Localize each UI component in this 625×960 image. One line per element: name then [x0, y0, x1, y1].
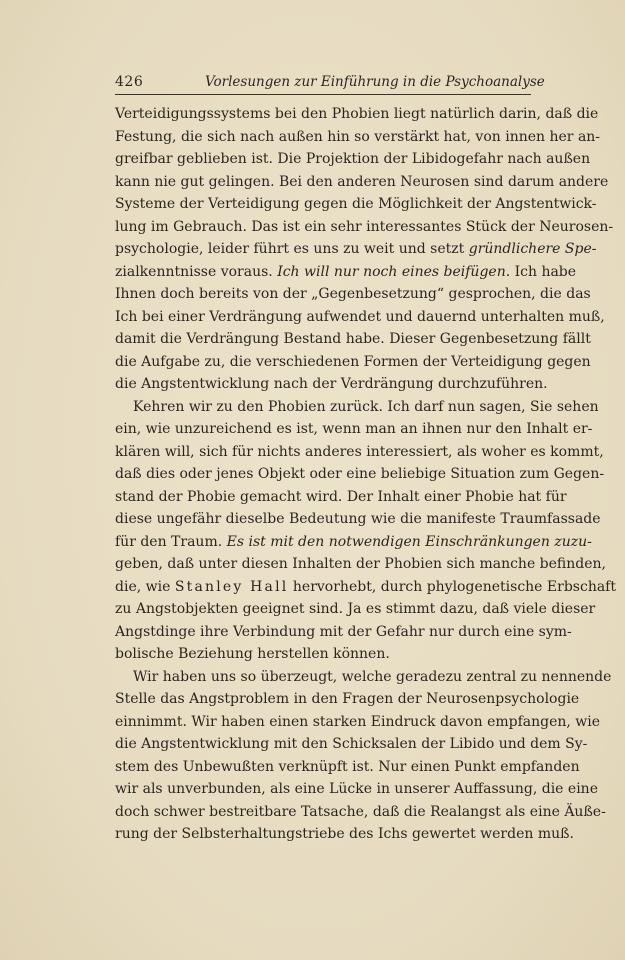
text-line: Ihnen doch bereits von der „Gegenbesetzung“ gesprochen, die das	[115, 286, 591, 302]
text-line: Stelle das Angstproblem in den Fragen der Neurosenpsychologie	[115, 691, 580, 707]
text-line: doch schwer bestreitbare Tatsache, daß die Realangst als eine Äuße-	[115, 803, 606, 820]
text-line: rung der Selbsterhaltungstriebe des Ichs gewertet werden muß.	[115, 826, 574, 842]
paragraph-3	[115, 666, 612, 846]
text-line: daß dies oder jenes Objekt oder eine beliebige Situation zum Gegen-	[115, 466, 605, 482]
text-line: zu Angstobjekten geeignet sind. Ja es stimmt dazu, daß viele dieser	[115, 601, 596, 617]
paragraph-1	[115, 103, 614, 396]
header-rule	[115, 94, 531, 95]
text-line: lung im Gebrauch. Das ist ein sehr interessantes Stück der Neurosen-	[115, 218, 614, 235]
text-line: Angstdinge ihre Verbindung mit der Gefahr nur durch eine sym-	[115, 623, 572, 640]
text-line: Systeme der Verteidigung gegen die Möglichkeit der Angstentwick-	[115, 196, 597, 212]
text-line: klären will, sich für nichts anderes interessiert, als woher es kommt,	[115, 443, 604, 460]
text-line: geben, daß unter diesen Inhalten der Phobien sich manche befinden,	[115, 556, 606, 572]
text-line: Ich bei einer Verdrängung aufwendet und dauernd unterhalten muß,	[115, 308, 605, 325]
paragraph-2	[115, 396, 616, 666]
text-line: die Angstentwicklung mit den Schicksalen der Libido und dem Sy-	[115, 736, 588, 752]
text-line: Verteidigungssystems bei den Phobien liegt natürlich darin, daß die	[115, 106, 599, 122]
page-number: 426	[115, 74, 144, 90]
text-line: psychologie, leider führt es uns zu weit und setzt gründlichere Spe-	[115, 241, 597, 257]
body-text	[115, 103, 616, 846]
text-line: greifbar geblieben ist. Die Projektion der Libidogefahr nach außen	[115, 151, 591, 167]
text-line: für den Traum. Es ist mit den notwendigen Einschränkungen zuzu-	[115, 533, 592, 550]
italic-text: Es ist mit den notwendigen Einschränkungen zuzu-	[226, 533, 592, 550]
text-line: stem des Unbewußten verknüpft ist. Nur einen Punkt empfanden	[115, 758, 580, 775]
author-name-spaced: Stanley Hall	[174, 578, 289, 595]
text-line: Kehren wir zu den Phobien zurück. Ich darf nun sagen, Sie sehen	[133, 398, 599, 415]
text-line: Wir haben uns so überzeugt, welche geradezu zentral zu nennende	[133, 668, 612, 685]
italic-text: Ich will nur noch eines beifügen.	[277, 263, 511, 280]
text-line: ein, wie unzureichend es ist, wenn man an ihnen nur den Inhalt er-	[115, 421, 593, 437]
text-line: diese ungefähr dieselbe Bedeutung wie die manifeste Traumfassade	[115, 511, 601, 527]
text-line: die Angstentwicklung nach der Verdrängung durchzuführen.	[115, 376, 548, 392]
running-title: Vorlesungen zur Einführung in die Psychoanalyse	[205, 74, 545, 90]
text-line: bolische Beziehung herstellen können.	[115, 646, 390, 662]
text-line: die, wie Stanley Hall hervorhebt, durch phylogenetische Erbschaft	[115, 578, 616, 595]
text-line: wir als unverbunden, als eine Lücke in unserer Auffassung, die eine	[115, 781, 598, 797]
text-line: einnimmt. Wir haben einen starken Eindruck davon empfangen, wie	[115, 713, 601, 730]
page-header	[115, 70, 545, 92]
text-line: Festung, die sich nach außen hin so verstärkt hat, von innen her an-	[115, 128, 601, 145]
text-line: damit die Verdrängung Bestand habe. Dieser Gegenbesetzung fällt	[115, 331, 591, 347]
text-line: die Aufgabe zu, die verschiedenen Formen der Verteidigung gegen	[115, 353, 591, 370]
text-line: zialkenntnisse voraus. Ich will nur noch eines beifügen. Ich habe	[115, 263, 577, 280]
text-line: stand der Phobie gemacht wird. Der Inhalt einer Phobie hat für	[115, 488, 567, 505]
text-line: kann nie gut gelingen. Bei den anderen Neurosen sind darum andere	[115, 173, 609, 190]
italic-text: gründlichere Spe-	[468, 241, 597, 257]
